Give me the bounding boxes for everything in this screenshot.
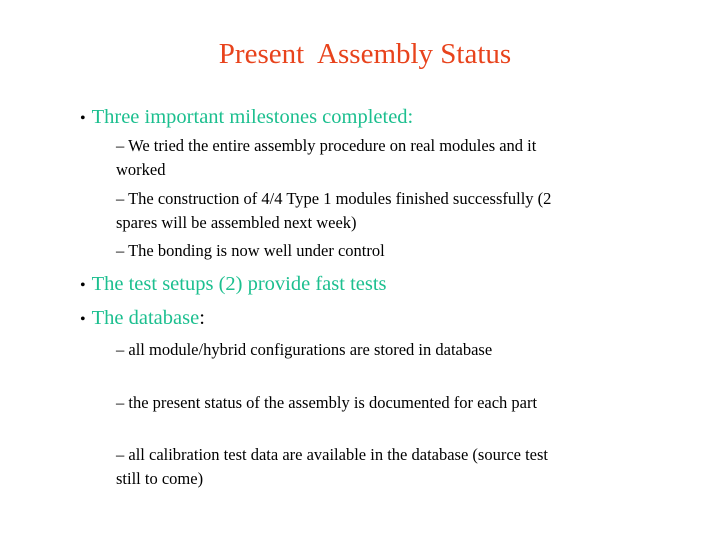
bullet-text: The database bbox=[91, 307, 200, 329]
sub-item: – The bonding is now well under control bbox=[116, 241, 385, 260]
bullet-dot-icon: • bbox=[80, 110, 86, 127]
bullet-text: The test setups (2) provide fast tests bbox=[91, 273, 387, 295]
bullet-colon: : bbox=[199, 307, 205, 329]
bullet-test-setups bbox=[80, 272, 387, 298]
bullet-text: Three important milestones completed: bbox=[91, 106, 414, 128]
bullet-dot-icon: • bbox=[80, 277, 86, 294]
bullet-database bbox=[80, 306, 205, 332]
slide-title: Present Assembly Status bbox=[218, 38, 512, 70]
sub-item: – all module/hybrid configurations are stored in database bbox=[116, 340, 493, 359]
sub-item: – We tried the entire assembly procedure on real modules and it worked bbox=[116, 136, 537, 179]
bullet-dot-icon: • bbox=[80, 311, 86, 328]
sub-item: – The construction of 4/4 Type 1 modules finished successfully (2 spares will be assembled next week) bbox=[116, 189, 552, 232]
sub-item: – the present status of the assembly is documented for each part bbox=[116, 393, 538, 412]
bullet-milestones bbox=[80, 105, 413, 131]
sub-item: – all calibration test data are available in the database (source test still to come) bbox=[116, 445, 549, 488]
